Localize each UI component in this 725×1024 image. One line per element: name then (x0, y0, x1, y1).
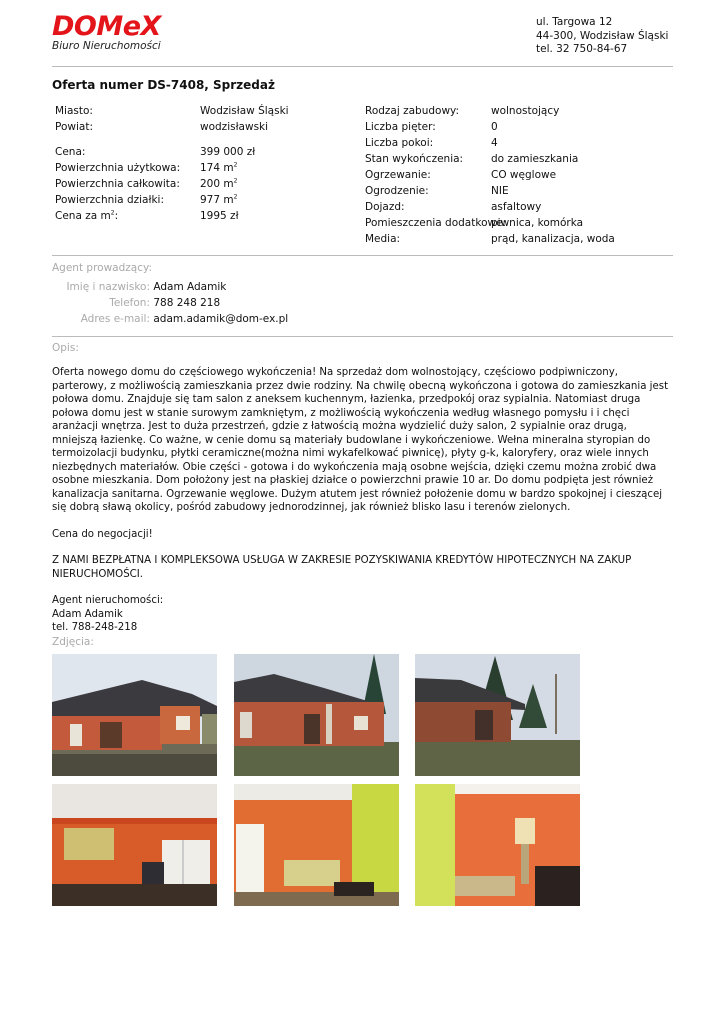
address-line: 44-300, Wodzisław Śląski (536, 29, 669, 42)
agent-phone: 788 248 218 (153, 297, 221, 309)
photo-living-room[interactable] (234, 784, 399, 906)
detail-value: 174 m (200, 162, 234, 174)
detail-value: wolnostojący (491, 105, 560, 117)
logo-subtitle: Biuro Nieruchomości (52, 40, 161, 52)
agent-info (52, 279, 288, 327)
photo-kitchen[interactable] (52, 784, 217, 906)
agent-section-label: Agent prowadzący: (52, 262, 152, 274)
detail-value: 1995 zł (200, 210, 239, 222)
agent-email[interactable]: adam.adamik@dom-ex.pl (153, 313, 289, 325)
detail-label: Cena za m (55, 210, 111, 222)
detail-label: Media: (365, 233, 401, 245)
detail-label: Dojazd: (365, 201, 405, 213)
detail-label: Ogrzewanie: (365, 169, 431, 181)
detail-label: Powiat: (55, 121, 93, 133)
detail-label: Powierzchnia całkowita: (55, 178, 180, 190)
agent-signature (52, 594, 674, 635)
detail-value: piwnica, komórka (491, 217, 584, 229)
detail-label: Liczba pięter: (365, 121, 436, 133)
detail-label: Rodzaj zabudowy: (365, 105, 460, 117)
detail-label: Liczba pokoi: (365, 137, 434, 149)
credit-note: Z NAMI BEZPŁATNA I KOMPLEKSOWA USŁUGA W ZAKRESIE POZYSKIWANIA KREDYTÓW HIPOTECZNYCH NA ZAKUP NIERUCHOMOŚCI. (52, 555, 632, 580)
agent-name: Adam Adamik (153, 281, 227, 293)
detail-value: 977 m (200, 194, 234, 206)
detail-label: Powierzchnia działki: (55, 194, 164, 206)
detail-label: Cena: (55, 146, 86, 158)
address-line: ul. Targowa 12 (536, 16, 613, 28)
divider (52, 255, 673, 256)
detail-label: Pomieszczenia dodatkowe: (365, 217, 507, 229)
detail-value: asfaltowy (491, 201, 542, 213)
signature-line: Adam Adamik (52, 608, 123, 620)
detail-value: 200 m (200, 178, 234, 190)
description-body: Oferta nowego domu do częściowego wykończenia! Na sprzedaż dom wolnostojący, częściowo podpiwniczony, parterowy, z możliwością zamieszkania przez dwie rodziny. Na chwilę obecną wykończona i gotowa do zamieszkania jest połowa domu. Znajduje się tam salon z aneksem kuchennym, łazienka, przedpokój oraz sypialnia. Natomiast druga połowa domu jest w stanie surowym zamkniętym, z możliwością wykończenia według własnego pomysłu i i chęci aranżacji wnętrza. Jest to duża przestrzeń, gdzie z łatwością można wydzielić duży salon, 2 sypialnie oraz drugą, mniejszą łazienkę. Co ważne, w cenie domu są materiały budowlane i wykończeniowe. Wełna mineralna styropian do termoizolacji budynku, płytki ceramiczne(można nimi wykafelkować piwnicę), płyty g-k, kaloryfery, oraz wiele innych niezbędnych materiałów. Obie części - gotowa i do wykończenia mają osobne wejścia, dzięki czemu można zrobić dwa osobne mieszkania. Dom położony jest na płaskiej działce o powierzchni prawie 10 ar. Do domu podpięta jest również kanalizacja sanitarna. Ogrzewanie węglowe. Dużym atutem jest również położenie domu w bardzo spokojnej i cieszącej się dobrą sławą okolicy, pośród zabudowy jednorodzinnej, jak również blisko lasu i terenów zielonych. (52, 367, 669, 513)
logo-text: DOMeX (52, 11, 161, 42)
detail-value: prąd, kanalizacja, woda (491, 233, 615, 245)
detail-label: Ogrodzenie: (365, 185, 429, 197)
signature-line: tel. 788-248-218 (52, 622, 138, 633)
signature-line: Agent nieruchomości: (52, 595, 164, 606)
photo-bedroom[interactable] (415, 784, 580, 906)
detail-label: Miasto: (55, 105, 93, 117)
detail-label: Stan wykończenia: (365, 153, 464, 165)
agent-name-label: Imię i nazwisko: (66, 281, 150, 293)
description (52, 366, 674, 635)
detail-value: 4 (491, 137, 498, 149)
detail-value: CO węglowe (491, 169, 557, 181)
photo-house-garden[interactable] (415, 654, 580, 776)
detail-label: Powierzchnia użytkowa: (55, 162, 181, 174)
detail-value: Wodzisław Śląski (200, 105, 289, 117)
detail-value: wodzisławski (200, 121, 269, 133)
divider (52, 66, 673, 67)
agent-email-label: Adres e-mail: (80, 313, 150, 325)
detail-value: NIE (491, 185, 509, 197)
agent-phone-label: Telefon: (109, 297, 150, 309)
address-line: tel. 32 750-84-67 (536, 43, 628, 55)
detail-value: 0 (491, 121, 498, 133)
offer-title: Oferta numer DS-7408, Sprzedaż (52, 78, 275, 92)
detail-value: do zamieszkania (491, 153, 579, 165)
negotiation-note: Cena do negocjacji! (52, 528, 153, 540)
photos-section-label: Zdjęcia: (52, 636, 94, 648)
photo-house-front[interactable] (52, 654, 217, 776)
company-logo (52, 12, 161, 52)
divider (52, 336, 673, 337)
company-address (536, 16, 668, 57)
detail-value: 399 000 zł (200, 146, 256, 158)
description-section-label: Opis: (52, 342, 79, 354)
photo-house-side[interactable] (234, 654, 399, 776)
